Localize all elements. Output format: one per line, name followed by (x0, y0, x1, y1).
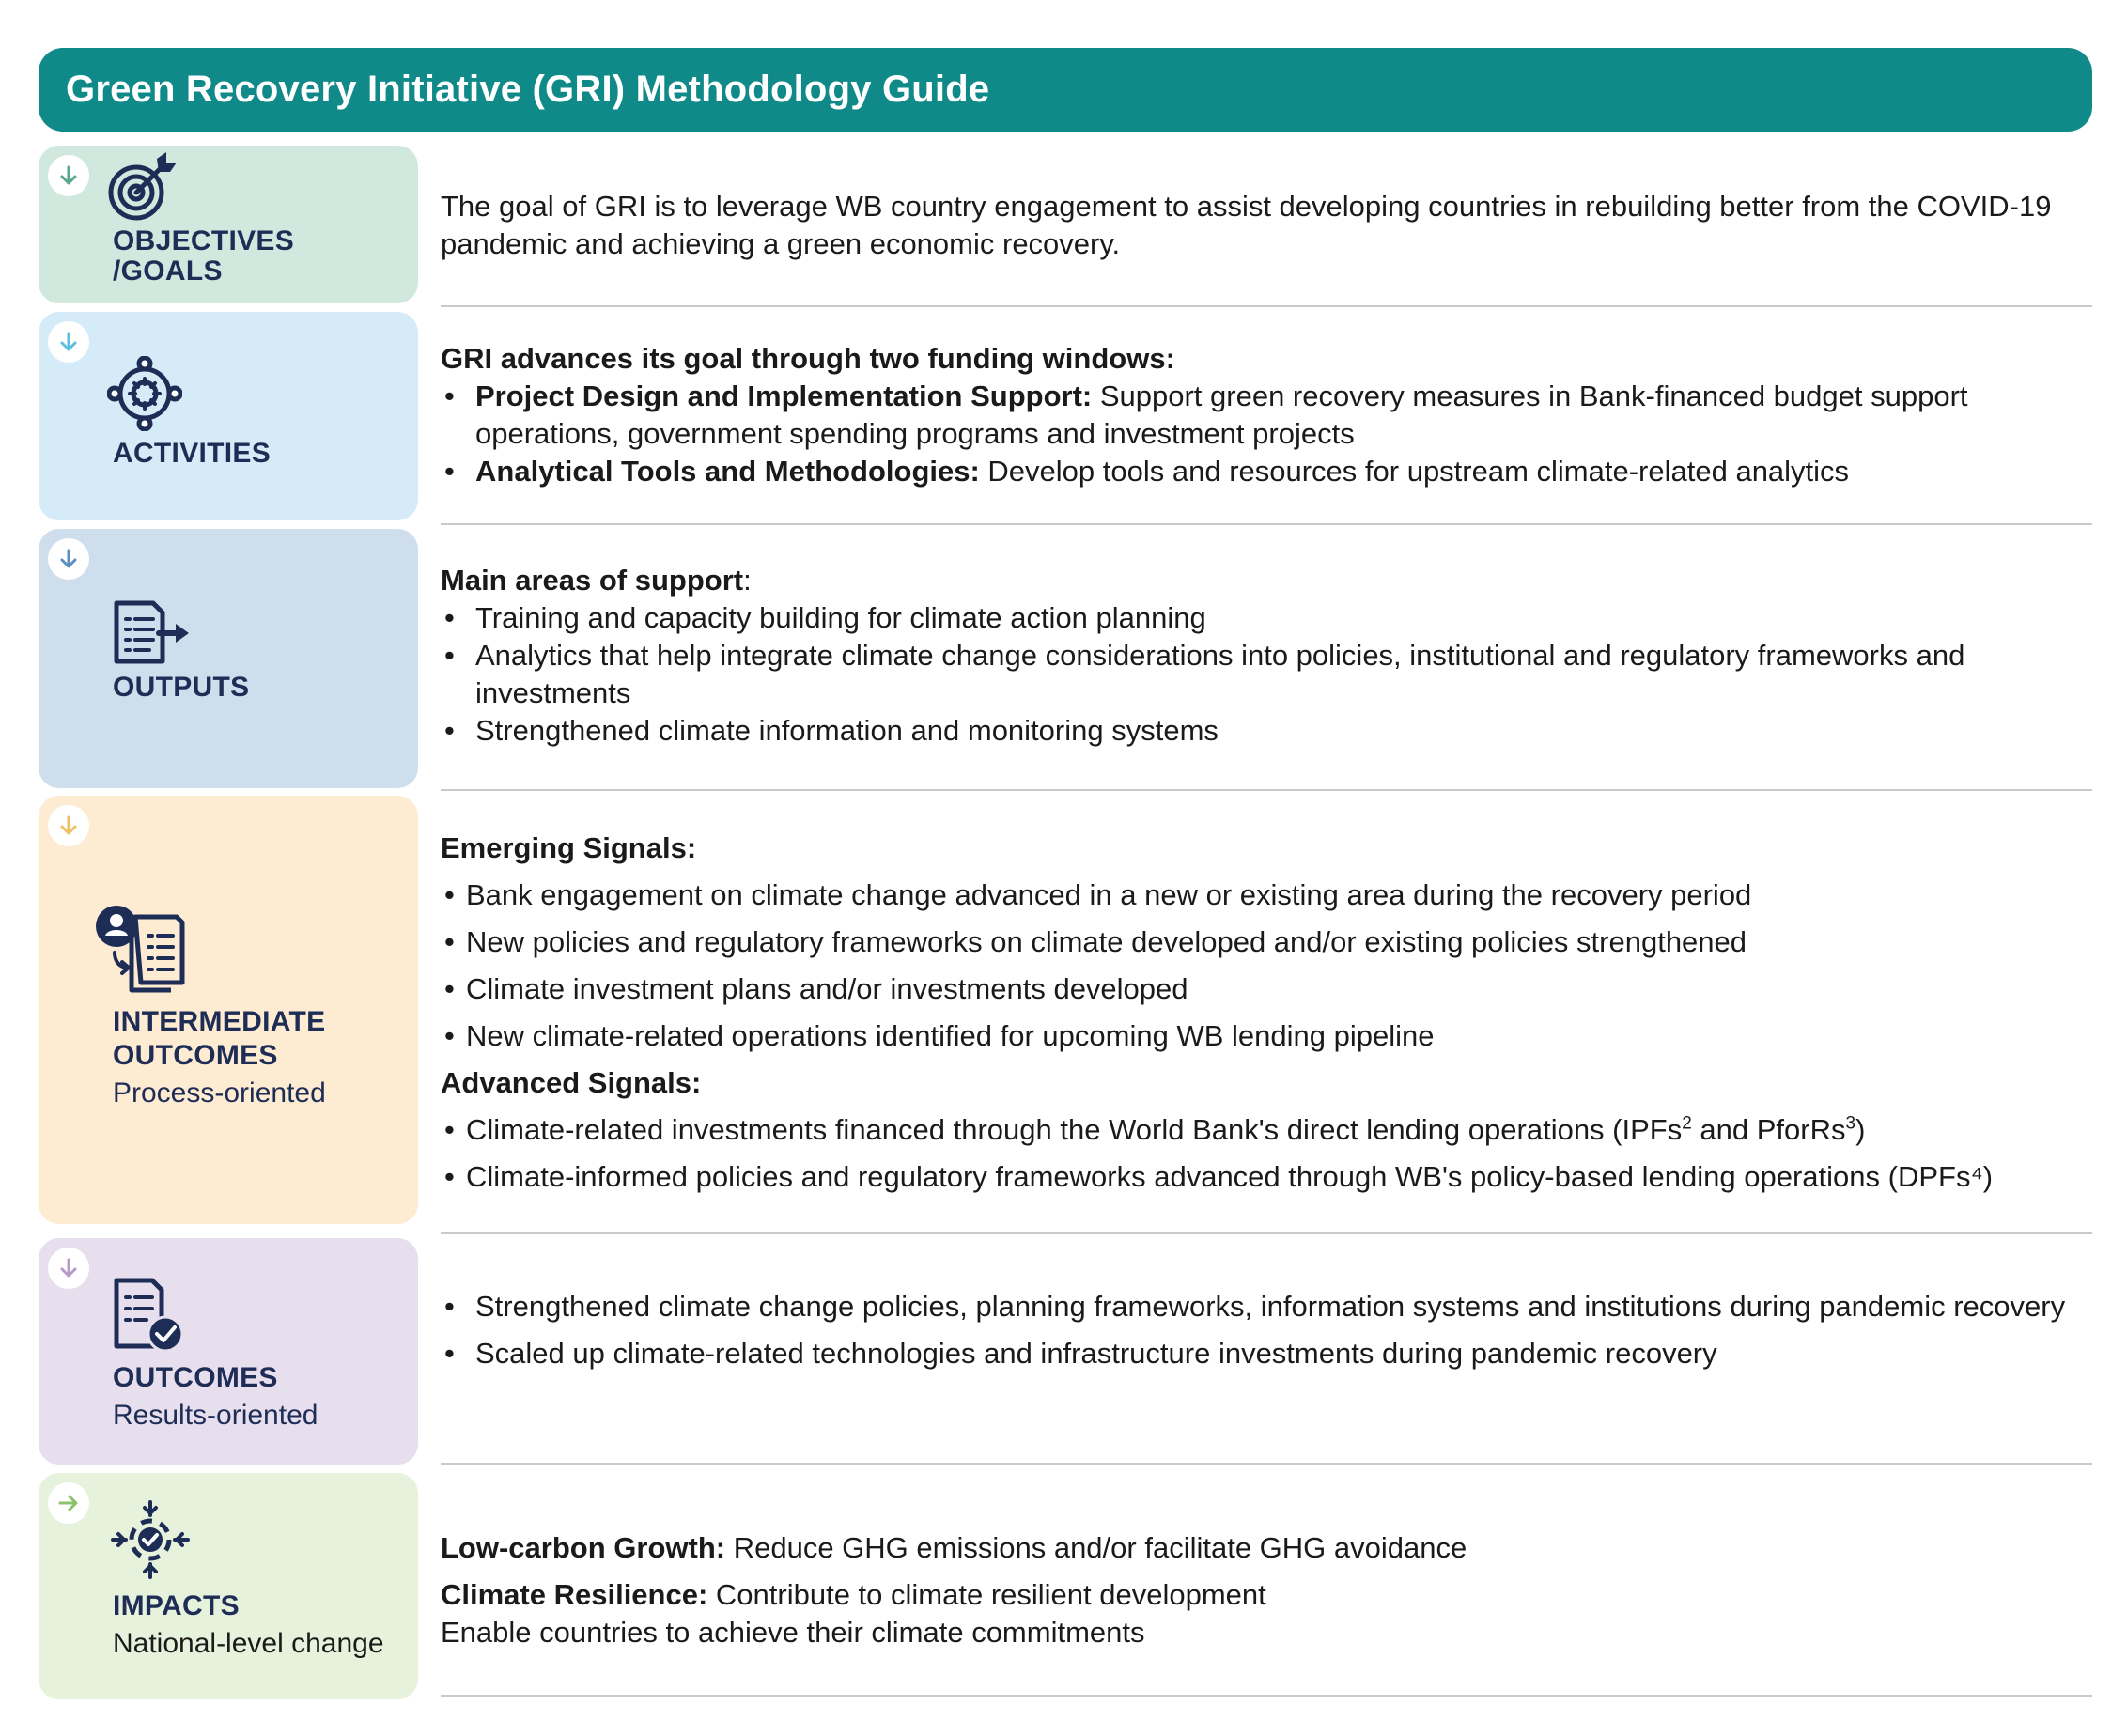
divider (441, 1695, 2092, 1697)
outcomes-content (441, 1288, 2094, 1382)
divider (441, 1463, 2092, 1465)
target-icon (108, 149, 179, 225)
impacts-line-1: Low-carbon Growth: Reduce GHG emissions and/or facilitate GHG avoidance (441, 1531, 1467, 1564)
outputs-label: OUTPUTS (113, 672, 250, 703)
list-item: • Climate-informed policies and regulatory frameworks advanced through WB's policy-based lending operations (DPFs⁴) (441, 1158, 2094, 1196)
activities-content (441, 340, 2094, 490)
arrow-down-icon (48, 538, 89, 580)
impacts-label: IMPACTS (113, 1590, 240, 1621)
outcomes-sublabel: Results-oriented (113, 1400, 318, 1431)
objectives-card (39, 146, 418, 303)
objectives-content (441, 188, 2094, 263)
list-item: • Strengthened climate information and monitoring systems (441, 712, 2094, 750)
outcomes-label: OUTCOMES (113, 1362, 278, 1393)
activities-intro: GRI advances its goal through two funding windows: (441, 342, 1175, 375)
intermediate-outcomes-content (441, 829, 2094, 1205)
impacts-card (39, 1473, 418, 1699)
list-item: • Analytics that help integrate climate change considerations into policies, institutional and regulatory frameworks and investments (441, 637, 2094, 712)
advanced-signals-title: Advanced Signals: (441, 1066, 702, 1099)
arrow-down-icon (48, 1248, 89, 1289)
person-document-icon (94, 904, 197, 1002)
arrow-down-icon (48, 805, 89, 846)
list-item: • Training and capacity building for climate action planning (441, 599, 2094, 637)
impacts-sublabel: National-level change (113, 1628, 384, 1659)
impacts-content (441, 1529, 2094, 1651)
emerging-signals-title: Emerging Signals: (441, 831, 697, 864)
gear-icon (107, 356, 182, 436)
page-title: Green Recovery Initiative (GRI) Methodology Guide (66, 69, 990, 110)
divider (441, 523, 2092, 525)
arrow-down-icon (48, 321, 89, 363)
objectives-label: OBJECTIVES /GOALS (113, 225, 295, 287)
focus-check-icon (111, 1500, 190, 1584)
outcomes-card (39, 1238, 418, 1465)
list-item: • New climate-related operations identified for upcoming WB lending pipeline (441, 1017, 2094, 1055)
outputs-intro: Main areas of support (441, 564, 744, 597)
activities-card (39, 312, 418, 520)
arrow-right-icon (48, 1482, 89, 1524)
list-item: • Project Design and Implementation Support: Support green recovery measures in Bank-financed budget support operations, government spending programs and investment projects (441, 378, 2094, 453)
objectives-text: The goal of GRI is to leverage WB country engagement to assist developing countries in rebuilding better from the COVID-19 pandemic and achieving a green economic recovery. (441, 190, 2052, 260)
list-item: • Analytical Tools and Methodologies: Develop tools and resources for upstream climate-related analytics (441, 453, 2094, 490)
header-bar (39, 48, 2092, 132)
document-check-icon (113, 1277, 188, 1360)
list-item: • New policies and regulatory frameworks on climate developed and/or existing policies strengthened (441, 923, 2094, 961)
intermediate-outcomes-card (39, 796, 418, 1224)
activities-label: ACTIVITIES (113, 438, 272, 469)
divider (441, 1232, 2092, 1234)
impacts-line-2: Climate Resilience: Contribute to climate resilient development (441, 1578, 1266, 1611)
list-item: • Climate-related investments financed through the World Bank's direct lending operations (IPFs$^2$ and PforRs$^3$) (441, 1111, 2094, 1149)
divider (441, 789, 2092, 791)
divider (441, 305, 2092, 307)
list-item: • Strengthened climate change policies, planning frameworks, information systems and institutions during pandemic recovery (441, 1288, 2094, 1325)
outputs-content: Main areas of support: • Training and capacity building for climate action planning • Analytics that help integrate climate change considerations into policies, institutional and regulatory frameworks and investments • Strengthened climate information and monitoring systems (441, 562, 2094, 750)
outputs-card (39, 529, 418, 788)
list-item: • Climate investment plans and/or investments developed (441, 970, 2094, 1008)
intermediate-outcomes-sublabel: Process-oriented (113, 1077, 326, 1108)
document-export-icon (112, 598, 193, 671)
list-item: • Scaled up climate-related technologies and infrastructure investments during pandemic recovery (441, 1335, 2094, 1372)
arrow-down-icon (48, 155, 89, 196)
list-item: • Bank engagement on climate change advanced in a new or existing area during the recovery period (441, 876, 2094, 914)
impacts-line-3: Enable countries to achieve their climate commitments (441, 1616, 1145, 1649)
intermediate-outcomes-label: INTERMEDIATE OUTCOMES (113, 1006, 326, 1071)
